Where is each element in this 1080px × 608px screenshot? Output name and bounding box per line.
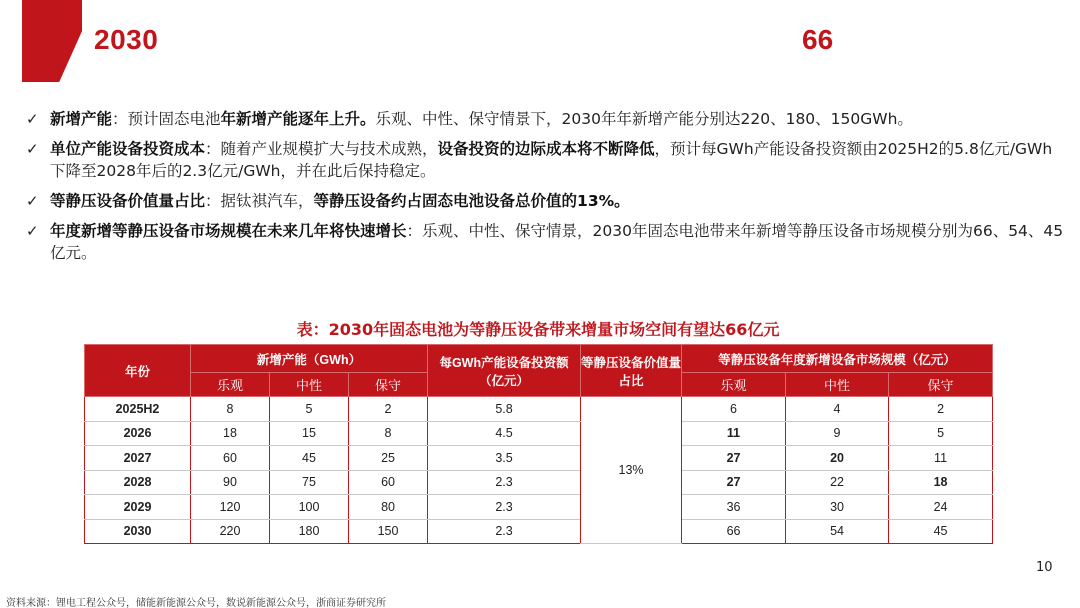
bullet-segment: ：随着产业规模扩大与技术成熟，	[205, 140, 438, 158]
cell-market: 54	[786, 519, 889, 544]
table-row	[85, 495, 993, 520]
header-market: 等静压设备年度新增设备市场规模（亿元）	[682, 345, 993, 373]
bullet-emphasis: 年新增产能逐年上升。	[220, 110, 376, 128]
cell-market: 11	[682, 421, 786, 446]
bullet-text	[50, 138, 1066, 182]
bullet-item	[26, 108, 1066, 130]
cell-capacity: 90	[191, 470, 270, 495]
cell-capacity: 8	[349, 421, 428, 446]
bullet-item	[26, 190, 1066, 212]
checkmark-icon: ✓	[26, 110, 39, 128]
table-title: 表：2030年固态电池为等静压设备带来增量市场空间有望达66亿元	[296, 320, 780, 339]
bullet-emphasis: 等静压设备约占固态电池设备总价值的13%。	[313, 192, 630, 210]
cell-year: 2028	[85, 470, 191, 495]
bullet-emphasis: 单位产能设备投资成本	[50, 140, 206, 158]
cell-capacity: 8	[191, 397, 270, 422]
bullet-segment: ：据钛祺汽车，	[205, 192, 314, 210]
bullet-segment: ：乐观、中性、保守情景，2030年固态电池带来年新增等静压设备市场规模分别为66、54、45亿元。	[50, 222, 1064, 262]
header-share: 等静压设备价值量占比	[581, 345, 682, 397]
bullet-emphasis: 新增产能	[50, 110, 113, 128]
cell-share: 13%	[581, 397, 682, 544]
table-row	[85, 470, 993, 495]
checkmark-icon: ✓	[26, 222, 39, 240]
cell-market: 22	[786, 470, 889, 495]
cell-capacity: 220	[191, 519, 270, 544]
cell-capacity: 80	[349, 495, 428, 520]
header-investment: 每GWh产能设备投资额（亿元）	[428, 345, 581, 397]
cell-year: 2027	[85, 446, 191, 471]
cell-capacity: 120	[191, 495, 270, 520]
cell-year: 2029	[85, 495, 191, 520]
cell-capacity: 75	[270, 470, 349, 495]
slide-title: 2030	[94, 24, 159, 55]
header-cap-optimistic: 乐观	[191, 373, 270, 397]
cell-market: 6	[682, 397, 786, 422]
cell-market: 45	[889, 519, 993, 544]
cell-market: 9	[786, 421, 889, 446]
cell-capacity: 45	[270, 446, 349, 471]
cell-market: 27	[682, 446, 786, 471]
checkmark-icon: ✓	[26, 192, 39, 210]
cell-capacity: 60	[349, 470, 428, 495]
header-mkt-neutral: 中性	[786, 373, 889, 397]
cell-capacity: 5	[270, 397, 349, 422]
cell-market: 18	[889, 470, 993, 495]
page-number: 10	[1036, 560, 1053, 575]
bullet-segment: ：预计固态电池	[112, 110, 221, 128]
cell-capacity: 25	[349, 446, 428, 471]
bullet-list	[26, 108, 1066, 272]
cell-market: 36	[682, 495, 786, 520]
cell-capacity: 15	[270, 421, 349, 446]
bullet-item	[26, 220, 1066, 264]
bullet-text	[50, 108, 913, 130]
checkmark-icon: ✓	[26, 140, 39, 158]
source-note: 资料来源：锂电工程公众号，储能新能源公众号，数说新能源公众号，浙商证券研究所	[6, 598, 386, 608]
cell-year: 2026	[85, 421, 191, 446]
bullet-text	[50, 220, 1066, 264]
cell-capacity: 2	[349, 397, 428, 422]
cell-capacity: 60	[191, 446, 270, 471]
cell-market: 66	[682, 519, 786, 544]
market-size-table	[84, 344, 993, 544]
table-row	[85, 397, 993, 422]
cell-market: 30	[786, 495, 889, 520]
header-mkt-conservative: 保守	[889, 373, 993, 397]
cell-year: 2025H2	[85, 397, 191, 422]
cell-market: 20	[786, 446, 889, 471]
bullet-segment: 乐观、中性、保守情景下，2030年年新增产能分别达220、180、150GWh。	[375, 110, 913, 128]
bullet-segment: ，预计每GWh产能设备投资额由2025H2的5.8亿元/GWh下降至2028年后的2.3亿元/GWh，并在此后保持稳定。	[50, 140, 1053, 180]
bullet-emphasis: 设备投资的边际成本将不断降低	[437, 140, 655, 158]
cell-capacity: 18	[191, 421, 270, 446]
header-cap-conservative: 保守	[349, 373, 428, 397]
cell-investment: 2.3	[428, 519, 581, 544]
table-row	[85, 446, 993, 471]
header-mkt-optimistic: 乐观	[682, 373, 786, 397]
cell-investment: 2.3	[428, 495, 581, 520]
table-row	[85, 421, 993, 446]
bullet-text	[50, 190, 630, 212]
cell-year: 2030	[85, 519, 191, 544]
bullet-emphasis: 等静压设备价值量占比	[50, 192, 206, 210]
cell-investment: 5.8	[428, 397, 581, 422]
cell-capacity: 100	[270, 495, 349, 520]
header-year: 年份	[85, 345, 191, 397]
slide-title-number: 66	[802, 24, 834, 55]
cell-investment: 2.3	[428, 470, 581, 495]
cell-market: 27	[682, 470, 786, 495]
cell-market: 24	[889, 495, 993, 520]
header-capacity: 新增产能（GWh）	[191, 345, 428, 373]
cell-market: 2	[889, 397, 993, 422]
cell-market: 4	[786, 397, 889, 422]
header-accent-shape	[22, 0, 82, 82]
bullet-emphasis: 年度新增等静压设备市场规模在未来几年将快速增长	[50, 222, 407, 240]
cell-investment: 3.5	[428, 446, 581, 471]
cell-investment: 4.5	[428, 421, 581, 446]
cell-market: 5	[889, 421, 993, 446]
cell-market: 11	[889, 446, 993, 471]
cell-capacity: 180	[270, 519, 349, 544]
cell-capacity: 150	[349, 519, 428, 544]
bullet-item	[26, 138, 1066, 182]
header-cap-neutral: 中性	[270, 373, 349, 397]
table-row	[85, 519, 993, 544]
